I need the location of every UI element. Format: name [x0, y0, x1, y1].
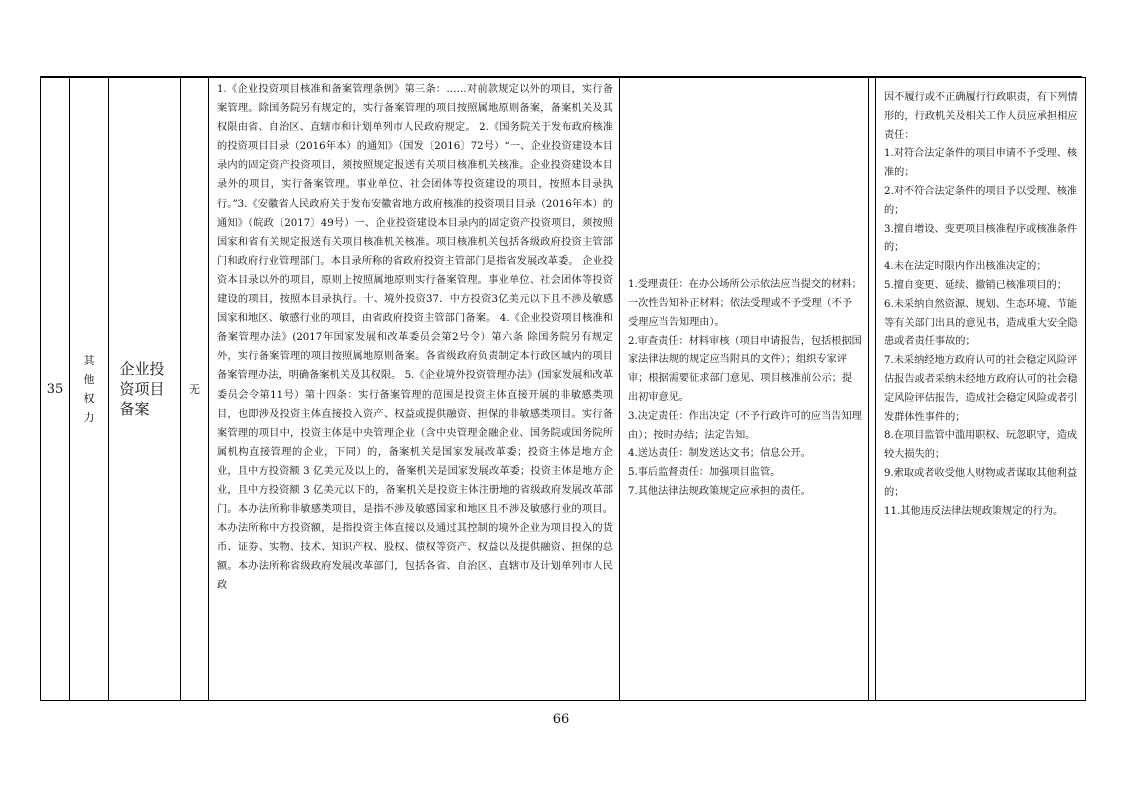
accountability-item: 8.在项目监管中滥用职权、玩忽职守，造成较大损失的； [884, 430, 1078, 461]
duty-item: 2.审查责任：材料审核（项目申请报告，包括根据国家法律法规的规定应当附具的文件）；组织专家评审；根据需要征求部门意见、项目核准前公示；提出初审意见。 [628, 335, 862, 403]
duty-item: 1.受理责任：在办公场所公示依法应当提交的材料；一次性告知补正材料；依法受理或不予受理（不予受理应当告知理由）。 [628, 279, 862, 328]
power-list-table [40, 77, 1086, 701]
power-category: 其他权力 [83, 354, 95, 424]
accountability-item: 11.其他违反法律法规政策规定的行为。 [884, 505, 1064, 517]
item-name-cell [109, 78, 181, 701]
duty-item: 3.决定责任：作出决定（不予行政许可的应当告知理由）；按时办结；法定告知。 [628, 410, 862, 441]
row-number-cell [41, 78, 70, 701]
duties-list [620, 276, 868, 502]
legal-basis-cell [209, 78, 620, 701]
sub-item: 无 [189, 383, 200, 396]
row-number: 35 [46, 381, 64, 397]
accountability-list [876, 78, 1085, 521]
duty-item: 4.送达责任：制发送达文书；信息公开。 [628, 448, 811, 460]
accountability-item: 7.未采纳经地方政府认可的社会稳定风险评估报告或者采纳未经地方政府认可的社会稳定风险评估报告，造成社会稳定风险或者引发群体性事件的； [884, 355, 1078, 423]
accountability-item: 2.对不符合法定条件的项目予以受理、核准的； [884, 185, 1078, 216]
accountability-item: 3.擅自增设、变更项目核准程序或核准条件的； [884, 223, 1078, 254]
sub-item-cell [181, 78, 209, 701]
spacer-cell [869, 78, 876, 701]
table-row [41, 78, 1086, 701]
accountability-item: 5.擅自变更、延续、撤销已核准项目的； [884, 279, 1067, 291]
duty-item: 5.事后监督责任：加强项目监管。 [628, 467, 781, 479]
accountability-item: 4.未在法定时限内作出核准决定的； [884, 261, 1047, 273]
accountability-item: 9.索取或者收受他人财物或者谋取其他利益的； [884, 467, 1078, 498]
item-name: 企业投资项目备案 [119, 360, 165, 418]
page-number: 66 [552, 712, 570, 727]
category-cell [70, 78, 109, 701]
duty-item: 7.其他法律法规政策规定应承担的责任。 [628, 485, 811, 497]
accountability-item: 6.未采纳自然资源、规划、生态环境、节能等有关部门出具的意见书，造成重大安全隐患或者责任事故的； [884, 298, 1078, 348]
accountability-cell [876, 78, 1086, 701]
legal-basis-text: 1.《企业投资项目核准和备案管理条例》第三条：……对前款规定以外的项目，实行备案管理。除国务院另有规定的，实行备案管理的项目按照属地原则备案，备案机关及其权限由省、自治区、直辖市和计划单列市人民政府规定。 2.《国务院关于发布政府核准的投资项目目录（2016年本）的通知》（国发〔2016〕72号）“一、企业投资建设本目录内的固定资产投资项目，须按照规定报送有关项目核准机关核准。企业投资建设本目录外的项目，实行备案管理。事业单位、社会团体等投资建设的项目，按照本目录执行。”3.《安徽省人民政府关于发布安徽省地方政府核准的投资项目目录（2016年本）的通知》（皖政〔2017〕49号）一、企业投资建设本目录内的固定资产投资项目，须按照国家和省有关规定报送有关项目核准机关核准。项目核准机关包括各级政府投资主管部门和政府行业管理部门。本目录所称的省政府投资主管部门是指省发展改革委。 企业投资本目录以外的项目，原则上按照属地原则实行备案管理。事业单位、社会团体等投资建设的项目，按照本目录执行。十、境外投资37．中方投资3亿美元以下且不涉及敏感国家和地区、敏感行业的项目，由省政府投资主管部门备案。 4.《企业投资项目核准和备案管理办法》(2017年国家发展和改革委员会第2号令）第六条 除国务院另有规定外，实行备案管理的项目按照属地原则备案。各省级政府负责制定本行政区域内的项目备案管理办法，明确备案机关及其权限。 5.《企业境外投资管理办法》(国家发展和改革委员会令第11号）第十四条：实行备案管理的范围是投资主体直接开展的非敏感类项目，也即涉及投资主体直接投入资产、权益或提供融资、担保的非敏感类项目。实行备案管理的项目中，投资主体是中央管理企业（含中央管理金融企业、国务院或国务院所属机构直接管理的企业，下同）的，备案机关是国家发展改革委；投资主体是地方企业，且中方投资额 3 亿美元及以上的，备案机关是国家发展改革委；投资主体是地方企业，且中方投资额 3 亿美元以下的，备案机关是投资主体注册地的省级政府发展改革部门。本办法所称非敏感类项目，是指不涉及敏感国家和地区且不涉及敏感行业的项目。本办法所称中方投资额，是指投资主体直接以及通过其控制的境外企业为项目投入的货币、证券、实物、技术、知识产权、股权、债权等资产、权益以及提供融资、担保的总额。本办法所称省级政府发展改革部门，包括各省、自治区、直辖市及计划单列市人民政 [217, 84, 613, 592]
accountability-item: 因不履行或不正确履行行政职责，有下列情形的，行政机关及相关工作人员应承担相应责任： [884, 92, 1078, 141]
accountability-item: 1.对符合法定条件的项目申请不予受理、核准的； [884, 148, 1078, 179]
duties-cell [620, 78, 869, 701]
